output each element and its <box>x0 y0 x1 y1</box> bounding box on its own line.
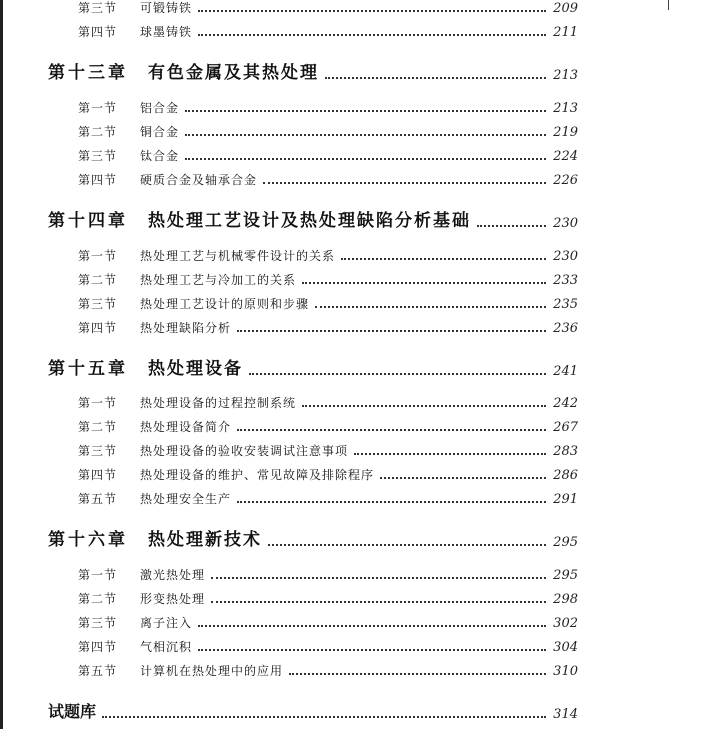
toc-chapter-entry[interactable] <box>48 57 578 83</box>
dot-leader <box>237 500 546 503</box>
page-number: 304 <box>553 640 578 655</box>
section-number: 第三节 <box>78 297 118 311</box>
toc-section-entry[interactable] <box>78 439 578 459</box>
section-title: 形变热处理 <box>140 592 206 606</box>
section-number: 第四节 <box>78 321 118 335</box>
section-title: 计算机在热处理中的应用 <box>140 664 284 678</box>
page-right-edge-mark <box>668 0 669 10</box>
chapter-title: 有色金属及其热处理 <box>148 63 319 83</box>
section-title: 热处理设备简介 <box>140 420 232 434</box>
page-number: 314 <box>553 707 578 722</box>
dot-leader <box>302 281 546 284</box>
section-number: 第五节 <box>78 664 118 678</box>
page-left-edge <box>0 0 3 729</box>
section-number: 第四节 <box>78 468 118 482</box>
dot-leader <box>198 9 546 12</box>
dot-leader <box>249 372 546 375</box>
chapter-title: 热处理设备 <box>148 359 243 379</box>
toc-chapter-entry[interactable] <box>48 205 578 231</box>
dot-leader <box>198 33 546 36</box>
toc-section-entry[interactable] <box>78 316 578 336</box>
section-title: 铜合金 <box>140 125 180 139</box>
section-number: 第二节 <box>78 420 118 434</box>
section-title: 球墨铸铁 <box>140 25 193 39</box>
toc-section-entry[interactable] <box>78 563 578 583</box>
dot-leader <box>268 543 546 546</box>
toc-section-entry[interactable] <box>78 391 578 411</box>
page-number: 286 <box>553 468 578 483</box>
section-title: 热处理安全生产 <box>140 492 232 506</box>
chapter-title: 热处理工艺设计及热处理缺陷分析基础 <box>148 211 471 231</box>
page-number: 226 <box>553 173 578 188</box>
page-number: 283 <box>553 444 578 459</box>
toc-section-entry[interactable] <box>78 0 578 16</box>
dot-leader <box>198 648 546 651</box>
toc-section-entry[interactable] <box>78 611 578 631</box>
chapter-number: 第十五章 <box>48 359 128 379</box>
section-number: 第一节 <box>78 568 118 582</box>
dot-leader <box>354 452 546 455</box>
dot-leader <box>289 672 546 675</box>
section-number: 第一节 <box>78 249 118 263</box>
toc-section-entry[interactable] <box>78 587 578 607</box>
dot-leader <box>477 224 546 227</box>
toc-section-entry[interactable] <box>78 659 578 679</box>
section-title: 热处理设备的验收安装调试注意事项 <box>140 444 349 458</box>
section-number: 第三节 <box>78 149 118 163</box>
toc-chapter-entry[interactable] <box>48 353 578 379</box>
chapter-number: 第十六章 <box>48 530 128 550</box>
page-number: 267 <box>553 420 578 435</box>
page-number: 219 <box>553 125 578 140</box>
section-title: 气相沉积 <box>140 640 193 654</box>
toc-section-entry[interactable] <box>78 292 578 312</box>
section-title: 热处理工艺设计的原则和步骤 <box>140 297 310 311</box>
question-bank-title: 试题库 <box>48 702 97 721</box>
section-number: 第一节 <box>78 101 118 115</box>
dot-leader <box>263 181 546 184</box>
section-number: 第四节 <box>78 25 118 39</box>
page-number: 224 <box>553 149 578 164</box>
dot-leader <box>211 600 546 603</box>
toc-section-entry[interactable] <box>78 635 578 655</box>
toc-section-entry[interactable] <box>78 463 578 483</box>
section-title: 热处理缺陷分析 <box>140 321 232 335</box>
toc-section-entry[interactable] <box>78 168 578 188</box>
page-number: 230 <box>553 216 578 231</box>
page-number: 298 <box>553 592 578 607</box>
section-number: 第二节 <box>78 125 118 139</box>
toc-section-entry[interactable] <box>78 244 578 264</box>
dot-leader <box>211 576 546 579</box>
toc-section-entry[interactable] <box>78 415 578 435</box>
page-number: 242 <box>553 396 578 411</box>
toc-section-entry[interactable] <box>78 96 578 116</box>
page-number: 211 <box>553 25 578 40</box>
section-title: 热处理工艺与冷加工的关系 <box>140 273 297 287</box>
section-title: 可锻铸铁 <box>140 1 193 15</box>
toc-section-entry[interactable] <box>78 268 578 288</box>
section-title: 硬质合金及轴承合金 <box>140 173 258 187</box>
page-number: 310 <box>553 664 578 679</box>
section-number: 第五节 <box>78 492 118 506</box>
section-number: 第四节 <box>78 173 118 187</box>
section-title: 钛合金 <box>140 149 180 163</box>
toc-section-entry[interactable] <box>78 120 578 140</box>
page-number: 302 <box>553 616 578 631</box>
toc-section-entry[interactable] <box>78 144 578 164</box>
section-title: 激光热处理 <box>140 568 206 582</box>
page-number: 291 <box>553 492 578 507</box>
dot-leader <box>237 428 546 431</box>
dot-leader <box>315 305 546 308</box>
section-number: 第三节 <box>78 616 118 630</box>
page-number: 295 <box>553 568 578 583</box>
section-title: 热处理工艺与机械零件设计的关系 <box>140 249 336 263</box>
page-number: 213 <box>553 101 578 116</box>
section-number: 第四节 <box>78 640 118 654</box>
section-title: 热处理设备的过程控制系统 <box>140 396 297 410</box>
section-number: 第三节 <box>78 444 118 458</box>
chapter-number: 第十四章 <box>48 211 128 231</box>
dot-leader <box>185 157 546 160</box>
page-number: 241 <box>553 364 578 379</box>
chapter-title: 热处理新技术 <box>148 530 262 550</box>
section-title: 热处理设备的维护、常见故障及排除程序 <box>140 468 375 482</box>
page-number: 230 <box>553 249 578 264</box>
dot-leader <box>237 329 546 332</box>
page-number: 236 <box>553 321 578 336</box>
dot-leader <box>102 715 546 718</box>
section-number: 第三节 <box>78 1 118 15</box>
section-title: 铝合金 <box>140 101 180 115</box>
toc-section-entry[interactable] <box>78 487 578 507</box>
dot-leader <box>302 404 546 407</box>
page-number: 295 <box>553 535 578 550</box>
toc-section-entry[interactable] <box>78 20 578 40</box>
page-number: 209 <box>553 1 578 16</box>
section-number: 第二节 <box>78 273 118 287</box>
section-number: 第一节 <box>78 396 118 410</box>
section-title: 离子注入 <box>140 616 193 630</box>
page-number: 213 <box>553 68 578 83</box>
page-number: 235 <box>553 297 578 312</box>
page-number: 233 <box>553 273 578 288</box>
dot-leader <box>341 257 546 260</box>
chapter-number: 第十三章 <box>48 63 128 83</box>
toc-chapter-entry[interactable] <box>48 524 578 550</box>
dot-leader <box>380 476 546 479</box>
dot-leader <box>185 133 546 136</box>
dot-leader <box>325 76 546 79</box>
toc-question-bank-entry[interactable] <box>48 696 578 722</box>
section-number: 第二节 <box>78 592 118 606</box>
dot-leader <box>198 624 546 627</box>
dot-leader <box>185 109 546 112</box>
